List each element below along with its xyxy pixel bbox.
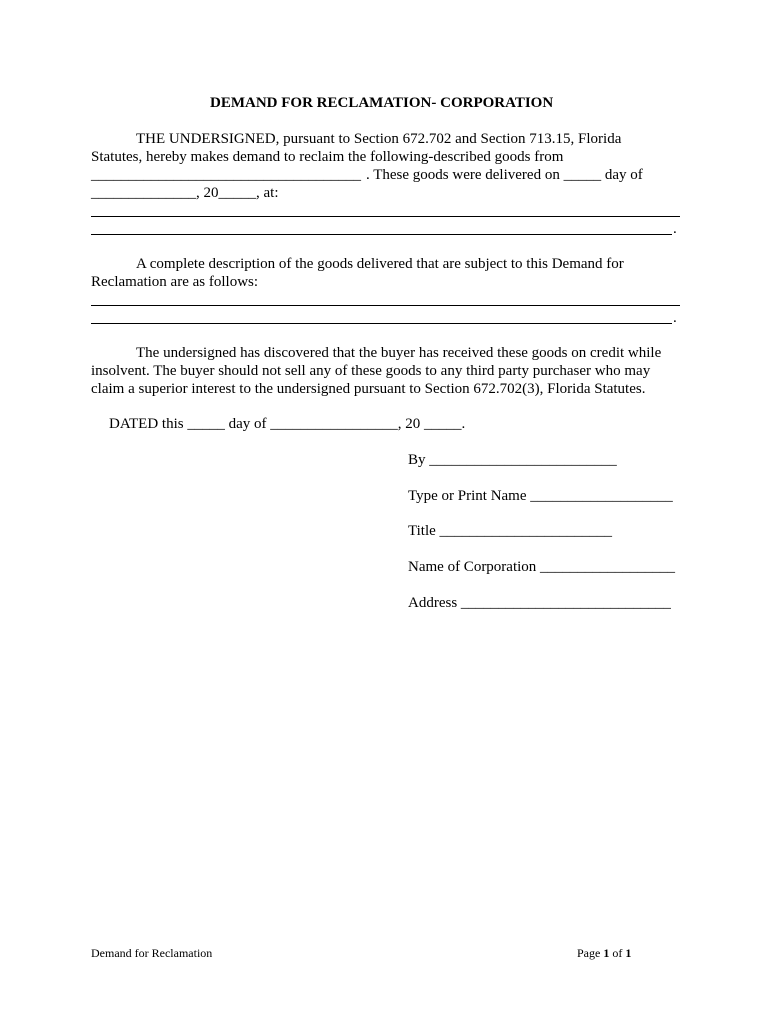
insolvency-line-3: claim a superior interest to the undersigned pursuant to Section 672.702(3), Florida Statutes. bbox=[91, 381, 646, 397]
page-prefix: Page bbox=[577, 946, 604, 960]
goods-description-line-2 bbox=[91, 323, 672, 324]
description-line-1: A complete description of the goods delivered that are subject to this Demand for bbox=[136, 256, 624, 272]
insolvency-line-2: insolvent. The buyer should not sell any of these goods to any third party purchaser who may bbox=[91, 363, 651, 379]
delivery-location-period: . bbox=[673, 221, 677, 237]
delivery-location-line-1 bbox=[91, 216, 680, 217]
insolvency-line-1: The undersigned has discovered that the buyer has received these goods on credit while bbox=[136, 345, 662, 361]
signature-print-name: Type or Print Name ___________________ bbox=[408, 488, 673, 504]
document-title: DEMAND FOR RECLAMATION- CORPORATION bbox=[210, 95, 554, 111]
delivery-location-line-2 bbox=[91, 234, 672, 235]
page-current: 1 bbox=[603, 946, 610, 960]
goods-description-period: . bbox=[673, 310, 677, 326]
goods-description-line-1 bbox=[91, 305, 680, 306]
intro-line-3-blank: ____________________________________ bbox=[91, 167, 361, 183]
signature-title: Title _______________________ bbox=[408, 523, 613, 539]
intro-line-3-tail: . These goods were delivered on _____ day of bbox=[366, 167, 643, 183]
signature-by: By _________________________ bbox=[408, 452, 617, 468]
intro-line-2: Statutes, hereby makes demand to reclaim the following-described goods from bbox=[91, 149, 564, 165]
footer-page-number bbox=[577, 946, 631, 960]
signature-address: Address ____________________________ bbox=[408, 595, 671, 611]
dated-line: DATED this _____ day of _________________, 20 _____. bbox=[109, 416, 466, 432]
page-total: 1 bbox=[625, 946, 632, 960]
intro-line-4: ______________, 20_____, at: bbox=[91, 185, 279, 201]
page-of: of bbox=[609, 946, 626, 960]
intro-line-1: THE UNDERSIGNED, pursuant to Section 672.702 and Section 713.15, Florida bbox=[136, 131, 622, 147]
footer-title: Demand for Reclamation bbox=[91, 946, 213, 960]
description-line-2: Reclamation are as follows: bbox=[91, 274, 259, 290]
signature-corporation: Name of Corporation __________________ bbox=[408, 559, 676, 575]
